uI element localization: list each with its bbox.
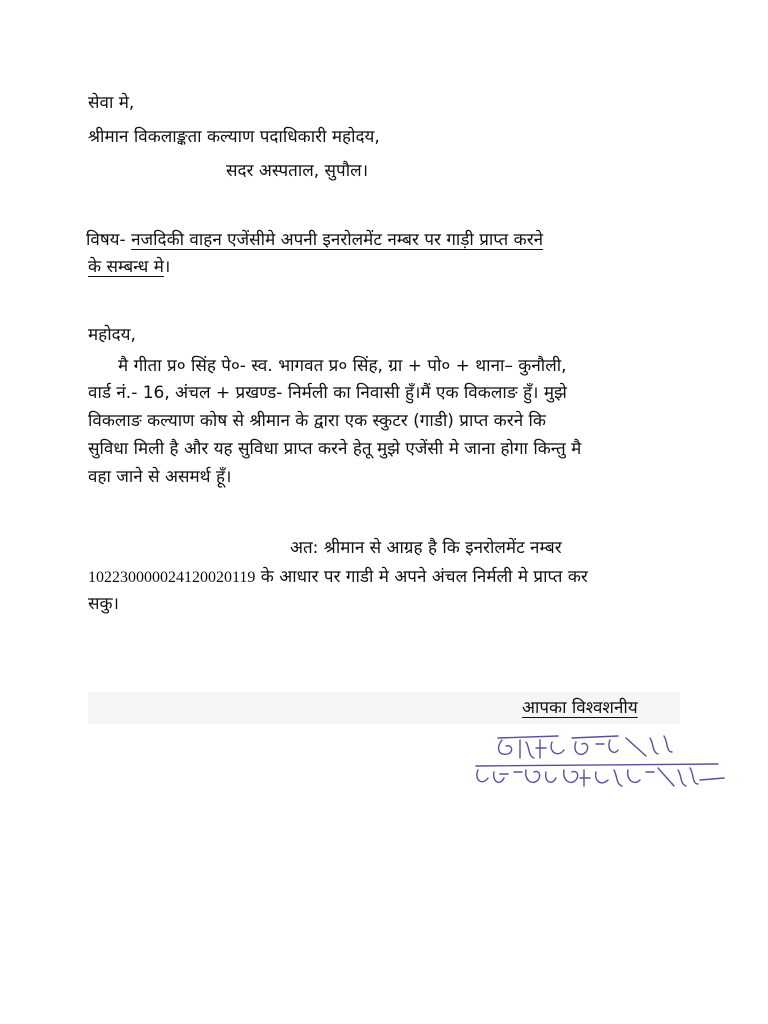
subject-line-2 — [88, 256, 170, 278]
subject-line-1 — [86, 229, 543, 251]
request-line-2 — [88, 566, 588, 589]
handwritten-signature — [468, 730, 728, 800]
request-line-1: अत: श्रीमान से आग्रह है कि इनरोलमेंट नम्बर — [290, 538, 562, 558]
recipient-address: सदर अस्पताल, सुपौल। — [226, 161, 369, 181]
body-line-5: वहा जाने से असमर्थ हूँ। — [88, 467, 232, 487]
request-line-2-rest: के आधार पर गाडी मे अपने अंचल निर्मली मे प्राप्त कर — [255, 567, 588, 587]
subject-text-2: के सम्बन्ध मे — [88, 257, 164, 277]
subject-label: विषय- — [86, 230, 132, 250]
signature-drawing — [468, 730, 728, 800]
body-line-3: विकलाङ कल्याण कोष से श्रीमान के द्वारा एक स्कुटर (गाडी) प्राप्त करने कि — [88, 411, 546, 431]
subject-text-1: नजदिकी वाहन एजेंसीमे अपनी इनरोलमेंट नम्बर पर गाड़ी प्राप्त करने — [131, 230, 544, 250]
request-line-3: सकु। — [88, 594, 119, 614]
greeting: महोदय, — [88, 325, 136, 345]
body-line-4: सुविधा मिली है और यह सुविधा प्राप्त करने हेतू मुझे एजेंसी मे जाना होगा किन्तु मै — [88, 439, 582, 459]
body-line-2: वार्ड नं.- 16, अंचल + प्रखण्ड- निर्मली का निवासी हुँ।मैं एक विकलाङ हुँ। मुझे — [88, 383, 567, 403]
enrollment-number: 10223000002412002011​9 — [88, 569, 256, 586]
body-line-1: मै गीता प्र० सिंह पे०- स्व. भागवत प्र० सिंह, ग्रा + पो० + थाना– कुनौली, — [118, 356, 567, 376]
salutation-to: सेवा मे, — [88, 93, 135, 113]
subject-text-2-end: । — [163, 257, 171, 277]
closing: आपका विश्वशनीय — [522, 698, 638, 718]
recipient-title: श्रीमान विकलाङ्कता कल्याण पदाधिकारी महोदय, — [88, 127, 380, 147]
